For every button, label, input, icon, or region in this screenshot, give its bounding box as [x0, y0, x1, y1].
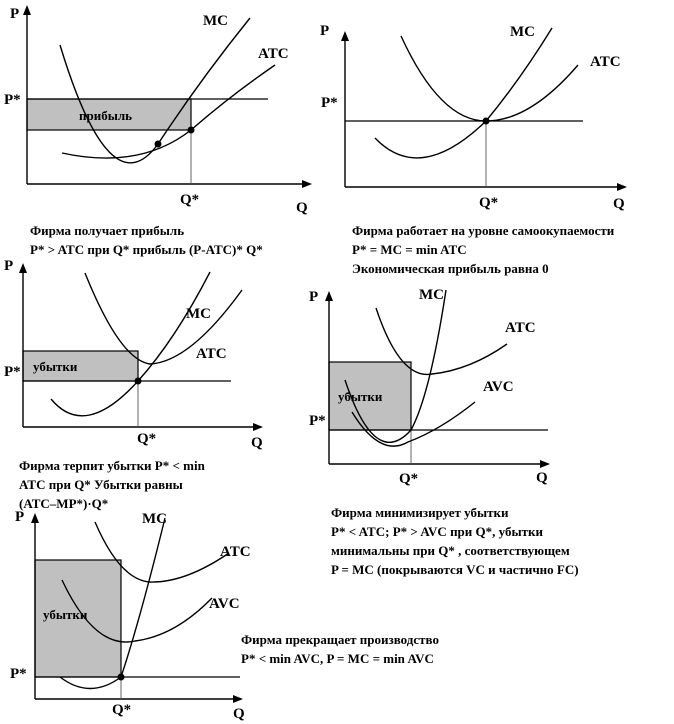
panel-profit [4, 5, 312, 216]
qty-label: Q* [180, 192, 200, 208]
price-label: P* [321, 95, 338, 111]
p-axis-arrow [325, 291, 333, 301]
mc-label: MC [419, 287, 444, 303]
caption-break-even [352, 221, 614, 278]
mc-label: MC [186, 306, 211, 322]
atc-label: ATC [258, 46, 289, 62]
atc-q-point [188, 127, 195, 134]
p-axis-arrow [341, 31, 349, 41]
p-axis-arrow [23, 5, 31, 15]
caption-line: (ATC–MP*)·Q* [19, 496, 109, 511]
caption-shutdown [241, 630, 439, 668]
price-label: P* [4, 92, 21, 108]
caption-line: Фирма получает прибыль [30, 223, 185, 238]
q-axis-arrow [302, 180, 312, 188]
caption-line: Фирма терпит убытки P* < min [19, 458, 205, 473]
q-axis-arrow [617, 183, 627, 191]
loss-area-label: убытки [338, 389, 383, 404]
avc-label: AVC [209, 596, 240, 612]
q-axis-arrow [253, 423, 263, 431]
profit-area-label: прибыль [79, 108, 133, 123]
caption-line: P = MC (покрываются VC и частично FC) [331, 562, 579, 577]
caption-line: Фирма прекращает производство [241, 632, 439, 647]
atc-label: ATC [505, 320, 536, 336]
q-axis-label: Q [536, 470, 548, 486]
caption-line: Фирма минимизирует убытки [331, 505, 509, 520]
loss-area-label: убытки [33, 359, 78, 374]
loss-area-label: убытки [43, 607, 88, 622]
qty-label: Q* [137, 431, 157, 447]
price-label: P* [10, 666, 27, 682]
caption-losses [19, 456, 205, 513]
q-axis-label: Q [251, 435, 263, 451]
mc-label: MC [203, 13, 228, 29]
panel-shutdown [10, 509, 251, 722]
q-axis-arrow [233, 695, 243, 703]
caption-line: Фирма работает на уровне самоокупаемости [352, 223, 615, 238]
q-axis-label: Q [296, 200, 308, 216]
p-axis-arrow [31, 513, 39, 523]
panel-losses [4, 258, 263, 451]
p-axis-label: P [10, 6, 20, 22]
break-even-point [483, 118, 490, 125]
caption-line: Экономическая прибыль равна 0 [352, 261, 549, 276]
avc-label: AVC [483, 379, 514, 395]
qty-label: Q* [399, 471, 419, 487]
caption-line: P* > ATC при Q* прибыль (P-ATC)* Q* [30, 242, 263, 257]
qty-label: Q* [112, 702, 132, 718]
mc-label: MC [142, 511, 167, 527]
caption-line: P* = MC = min ATC [352, 242, 467, 257]
panel-minimise-losses [309, 287, 550, 487]
mc-label: MC [510, 24, 535, 40]
caption-line: P* < min AVC, P = MC = min AVC [241, 651, 434, 666]
caption-minimise-losses [331, 503, 579, 579]
q-axis-label: Q [233, 706, 245, 722]
p-axis-label: P [4, 258, 14, 274]
shutdown-point [118, 674, 125, 681]
q-axis-label: Q [613, 196, 625, 212]
qty-label: Q* [479, 195, 499, 211]
price-label: P* [4, 364, 21, 380]
q-axis-arrow [540, 460, 550, 468]
mc-atc-point [155, 141, 162, 148]
p-axis-label: P [309, 289, 319, 305]
caption-profit [30, 221, 263, 259]
caption-line: минимальны при Q* , соответствующем [331, 543, 570, 558]
mc-curve [51, 272, 210, 416]
price-label: P* [309, 413, 326, 429]
p-axis-label: P [320, 23, 330, 39]
caption-line: P* < ATC; P* > AVC при Q*, убытки [331, 524, 543, 539]
atc-label: ATC [590, 54, 621, 70]
p-axis-label: P [15, 509, 25, 525]
p-axis-arrow [19, 263, 27, 273]
caption-line: ATC при Q* Убытки равны [19, 477, 183, 492]
atc-label: ATC [196, 346, 227, 362]
panel-break-even [320, 23, 627, 212]
atc-label: ATC [220, 544, 251, 560]
mc-price-point [135, 378, 142, 385]
mc-curve [60, 18, 250, 163]
atc-curve [401, 36, 578, 121]
mc-curve [375, 28, 552, 158]
